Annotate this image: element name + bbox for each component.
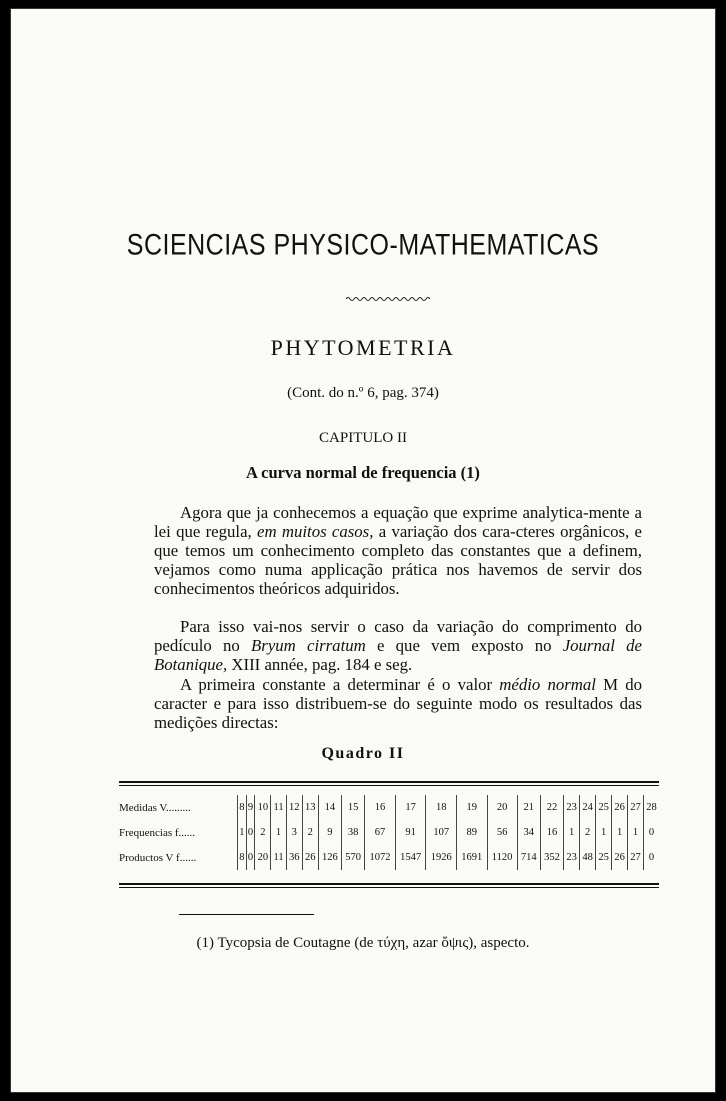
table-cell: 1691 bbox=[457, 845, 488, 870]
table-title: Quadro II bbox=[321, 745, 405, 762]
table-cell: 126 bbox=[318, 845, 341, 870]
table-cell: 17 bbox=[395, 795, 426, 820]
table-cell: 11 bbox=[271, 845, 286, 870]
table-cell: 1120 bbox=[487, 845, 517, 870]
table-cell: 27 bbox=[628, 795, 644, 820]
document-page bbox=[10, 8, 716, 1093]
table-cell: 36 bbox=[286, 845, 302, 870]
table-cell: 38 bbox=[341, 820, 364, 845]
table-cell: 27 bbox=[628, 845, 644, 870]
table-cell: 8 bbox=[238, 845, 247, 870]
footnote: (1) Tycopsia de Coutagne (de τύχη, azar ὄψις), aspecto. bbox=[196, 935, 530, 951]
table-cell: 91 bbox=[395, 820, 426, 845]
table-cell: 8 bbox=[238, 795, 247, 820]
row-label: Frequencias f...... bbox=[119, 826, 196, 839]
table-cell: 24 bbox=[580, 795, 596, 820]
table-cell: 20 bbox=[487, 795, 517, 820]
data-table bbox=[119, 795, 659, 870]
table-cell: 23 bbox=[564, 795, 580, 820]
row-label: Medidas V......... bbox=[119, 801, 191, 814]
wavy-divider bbox=[346, 295, 430, 303]
table-cell: 0 bbox=[246, 845, 255, 870]
table-cell: 0 bbox=[644, 820, 659, 845]
chapter-heading: CAPITULO II bbox=[319, 430, 407, 446]
table-cell: 10 bbox=[255, 795, 271, 820]
table-cell: 20 bbox=[255, 845, 271, 870]
table-top-rule bbox=[119, 781, 659, 783]
table-cell: 0 bbox=[246, 820, 255, 845]
table-cell: 13 bbox=[302, 795, 318, 820]
section-title: SCIENCIAS PHYSICO-MATHEMATICAS bbox=[126, 228, 600, 262]
table-cell: 18 bbox=[426, 795, 457, 820]
table-cell: 9 bbox=[246, 795, 255, 820]
table-cell: 19 bbox=[457, 795, 488, 820]
table-bottom-rule bbox=[119, 883, 659, 885]
table-cell: 22 bbox=[540, 795, 563, 820]
table-cell: 352 bbox=[540, 845, 563, 870]
table-cell: 714 bbox=[517, 845, 540, 870]
row-label: Productos V f...... bbox=[119, 851, 197, 864]
paragraph-1: Agora que ja conhecemos a equação que exprime analytica-mente a lei que regula, em muitos casos, a variação dos cara-cteres orgânicos, e que temos um conhecimento completo das constantes que a definem, vejamos como numa applicação prática nos havemos de servir dos conhecimentos theóricos adquiridos. bbox=[154, 503, 642, 598]
table-cell: 1 bbox=[271, 820, 286, 845]
table-cell: 26 bbox=[302, 845, 318, 870]
table-cell: 16 bbox=[365, 795, 396, 820]
table-row bbox=[119, 820, 659, 845]
table-cell: 26 bbox=[612, 845, 628, 870]
table-cell: 2 bbox=[580, 820, 596, 845]
table-cell: 26 bbox=[612, 795, 628, 820]
table-cell: 1 bbox=[628, 820, 644, 845]
table-cell: 3 bbox=[286, 820, 302, 845]
table-cell: 1072 bbox=[365, 845, 396, 870]
table-cell: 107 bbox=[426, 820, 457, 845]
table-row bbox=[119, 845, 659, 870]
article-title: PHYTOMETRIA bbox=[270, 335, 456, 360]
table-cell: 23 bbox=[564, 845, 580, 870]
table-cell: 67 bbox=[365, 820, 396, 845]
table-cell: 0 bbox=[644, 845, 659, 870]
table-cell: 9 bbox=[318, 820, 341, 845]
table-bottom-rule-thin bbox=[119, 887, 659, 888]
table-cell: 48 bbox=[580, 845, 596, 870]
table-cell: 12 bbox=[286, 795, 302, 820]
table-cell: 1926 bbox=[426, 845, 457, 870]
table-cell: 21 bbox=[517, 795, 540, 820]
table-cell: 15 bbox=[341, 795, 364, 820]
table-cell: 1547 bbox=[395, 845, 426, 870]
table-cell: 25 bbox=[596, 845, 612, 870]
table-cell: 34 bbox=[517, 820, 540, 845]
paragraph-2: Para isso vai-nos servir o caso da variação do comprimento do pedículo no Bryum cirratum e que vem exposto no Journal de Botanique, XIII année, pag. 184 e seg. bbox=[154, 617, 642, 674]
table-cell: 89 bbox=[457, 820, 488, 845]
table-cell: 1 bbox=[596, 820, 612, 845]
table-cell: 1 bbox=[612, 820, 628, 845]
continuation-note: (Cont. do n.º 6, pag. 374) bbox=[287, 385, 439, 401]
table-cell: 14 bbox=[318, 795, 341, 820]
footnote-rule bbox=[179, 914, 314, 915]
table-cell: 2 bbox=[255, 820, 271, 845]
table-row bbox=[119, 795, 659, 820]
table-cell: 16 bbox=[540, 820, 563, 845]
table-cell: 11 bbox=[271, 795, 286, 820]
table-cell: 28 bbox=[644, 795, 659, 820]
table-cell: 570 bbox=[341, 845, 364, 870]
table-cell: 1 bbox=[564, 820, 580, 845]
chapter-subtitle: A curva normal de frequencia (1) bbox=[246, 463, 480, 482]
table-cell: 25 bbox=[596, 795, 612, 820]
table-cell: 1 bbox=[238, 820, 247, 845]
paragraph-3: A primeira constante a determinar é o valor médio normal M do caracter e para isso distribuem-se do seguinte modo os resultados das medições directas: bbox=[154, 675, 642, 732]
table-top-rule-thin bbox=[119, 785, 659, 786]
table-cell: 2 bbox=[302, 820, 318, 845]
table-cell: 56 bbox=[487, 820, 517, 845]
